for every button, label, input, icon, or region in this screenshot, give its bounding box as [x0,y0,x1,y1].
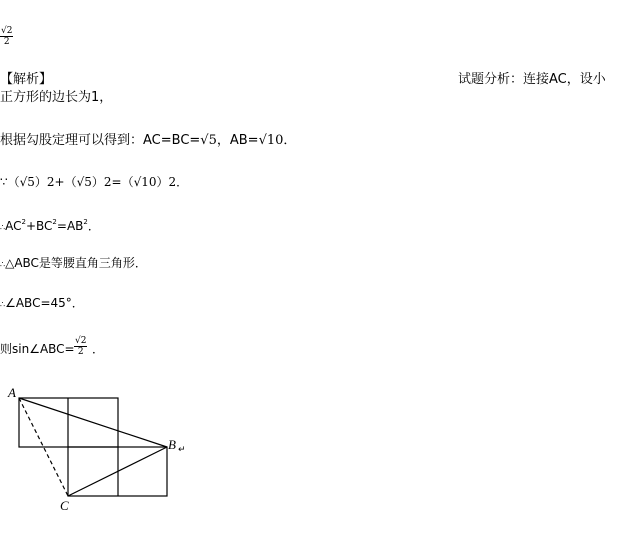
since-equation: （√5）2+（√5）2=（√10）2． [7,175,189,189]
point-b-label: B [168,437,176,452]
conclusion-denominator: 2 [77,347,84,357]
ac-term: AC [5,219,22,233]
squares-period: ． [87,219,100,233]
sqrt5-value: √5 [200,133,217,148]
pythagoras-prefix: 根据勾股定理可以得到：AC=BC= [0,133,201,148]
isosceles-text: △ABC是等腰直角三角形． [5,256,147,270]
jiexi-heading: 【解析】 [0,72,53,87]
squares-line [0,215,100,235]
since-line [0,175,188,190]
conclusion-end: ． [92,342,105,356]
ab-exponent: 2 [83,218,88,226]
conclusion-numerator: √2 [75,336,87,346]
ab-term: =AB [56,219,84,233]
since-symbol: ∵ [0,175,8,189]
angle-text: ∠ABC=45°． [5,296,84,310]
point-c-label: C [60,498,69,513]
bc-exponent: 2 [52,218,57,226]
conclusion-line [0,342,75,357]
conclusion-fraction [74,336,87,357]
bc-term: +BC [25,219,53,233]
isosceles-line [0,256,147,272]
answer-fraction [0,26,13,47]
ab-separator: ，AB= [216,133,259,148]
return-mark: ↵ [178,445,186,455]
segment-ab [19,398,167,447]
therefore-symbol-2: ∴ [0,260,6,269]
side-length-text: 正方形的边长为1， [0,90,113,105]
angle-line [0,296,84,312]
pythagoras-period: ． [283,133,297,148]
ac-exponent: 2 [21,218,26,226]
point-a-label: A [8,385,16,400]
answer-denominator: 2 [3,37,10,47]
therefore-symbol-1: ∴ [0,223,6,232]
sqrt10-value: √10 [258,133,284,148]
conclusion-prefix: 则sin∠ABC= [0,342,75,356]
grid-triangle-figure [0,380,200,515]
answer-numerator: √2 [1,26,13,36]
pythagoras-line [0,133,296,149]
analysis-text: 试题分析：连接AC，设小 [458,72,606,87]
therefore-symbol-3: ∴ [0,300,6,309]
